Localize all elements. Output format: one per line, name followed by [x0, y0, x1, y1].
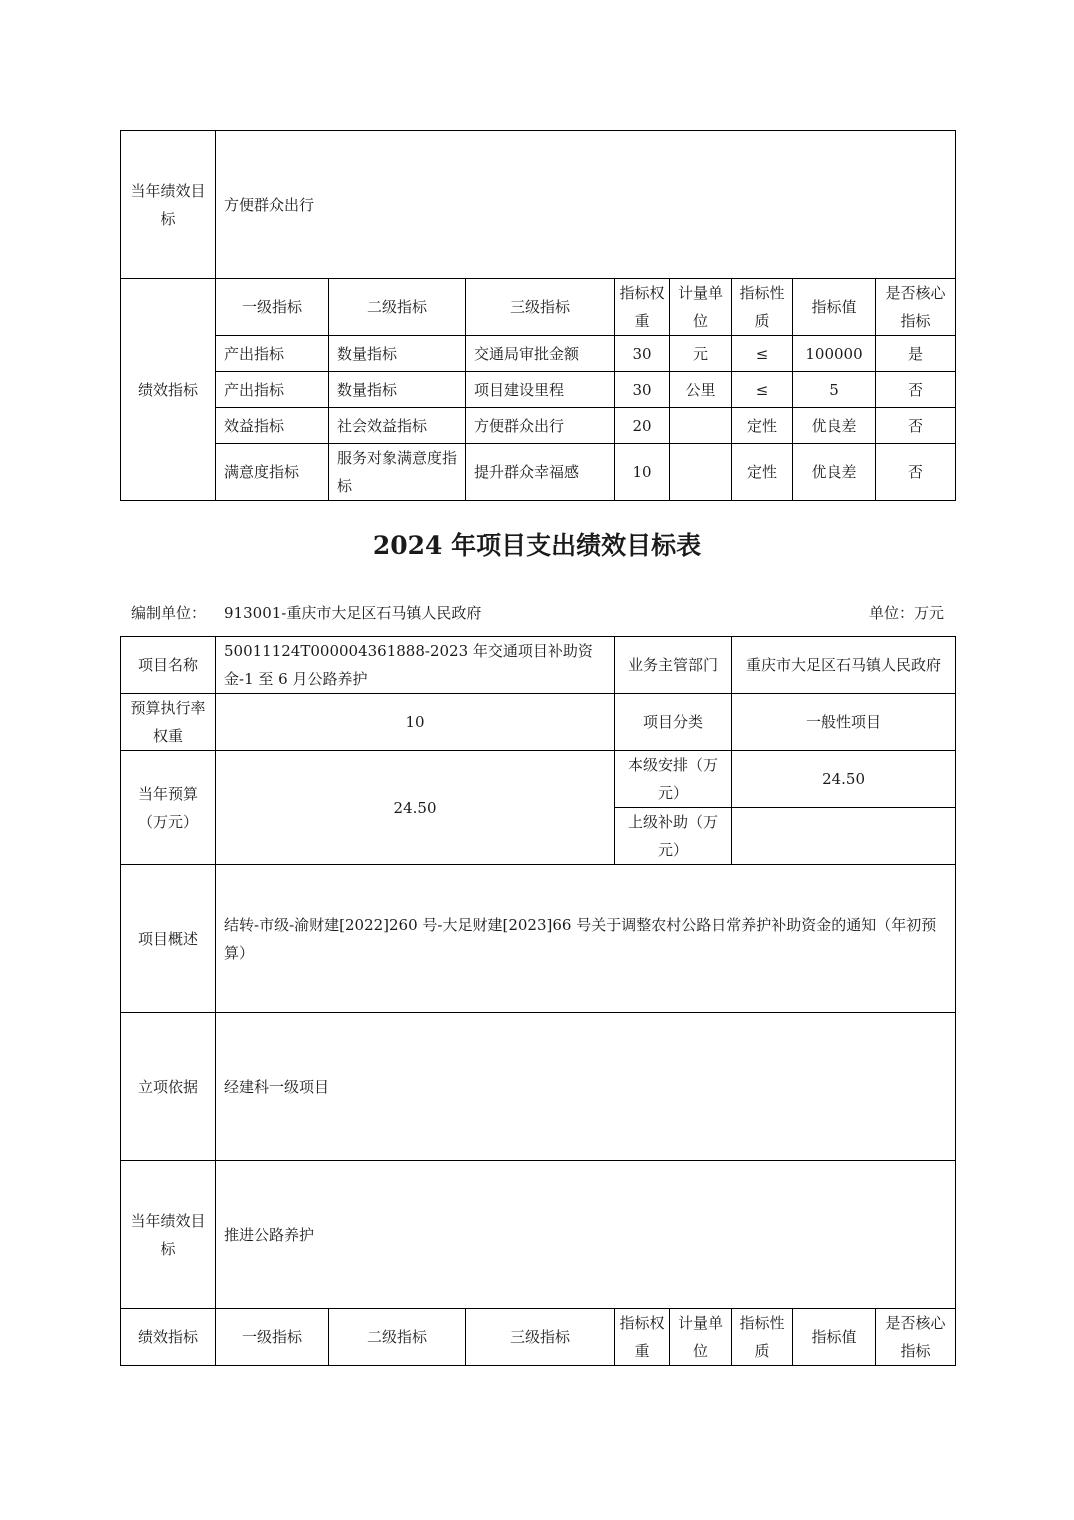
- cell-level1: 产出指标: [216, 336, 329, 372]
- cell-level1: 效益指标: [216, 408, 329, 444]
- indicator-label: 绩效指标: [121, 279, 216, 501]
- indicator-header-row: [121, 1309, 956, 1366]
- header-value: 指标值: [793, 1309, 876, 1366]
- cell-unit: 公里: [670, 372, 732, 408]
- project-name-value: 50011124T000004361888-2023 年交通项目补助资金-1 至 6 月公路养护: [216, 637, 615, 694]
- header-weight: 指标权重: [615, 1309, 670, 1366]
- header-weight: 指标权重: [615, 279, 670, 336]
- header-level2: 二级指标: [329, 1309, 466, 1366]
- header-nature: 指标性质: [732, 279, 793, 336]
- category-value: 一般性项目: [732, 694, 956, 751]
- header-nature: 指标性质: [732, 1309, 793, 1366]
- unit-label: 单位：万元: [868, 604, 944, 622]
- cell-core: 是: [876, 336, 956, 372]
- cell-nature: 定性: [732, 444, 793, 501]
- cell-nature: ≤: [732, 336, 793, 372]
- cell-level3: 项目建设里程: [466, 372, 615, 408]
- goal-text: 推进公路养护: [216, 1161, 956, 1309]
- cell-value: 5: [793, 372, 876, 408]
- cell-level2: 数量指标: [329, 372, 466, 408]
- header-core: 是否核心指标: [876, 1309, 956, 1366]
- cell-core: 否: [876, 408, 956, 444]
- cell-level3: 方便群众出行: [466, 408, 615, 444]
- cell-value: 优良差: [793, 408, 876, 444]
- header-level1: 一级指标: [216, 279, 329, 336]
- table-row: [121, 408, 956, 444]
- cell-value: 100000: [793, 336, 876, 372]
- category-label: 项目分类: [615, 694, 732, 751]
- cell-level2: 服务对象满意度指标: [329, 444, 466, 501]
- dept-value: 重庆市大足区石马镇人民政府: [732, 637, 956, 694]
- header-unit: 计量单位: [670, 279, 732, 336]
- basis-label: 立项依据: [121, 1013, 216, 1161]
- dept-label: 业务主管部门: [615, 637, 732, 694]
- cell-unit: 元: [670, 336, 732, 372]
- cell-nature: ≤: [732, 372, 793, 408]
- indicator-header-row: [121, 279, 956, 336]
- overview-label: 项目概述: [121, 865, 216, 1013]
- table-row: [121, 336, 956, 372]
- org-line: [131, 601, 481, 625]
- local-funding-value: 24.50: [732, 751, 956, 808]
- exec-weight-value: 10: [216, 694, 615, 751]
- cell-level3: 交通局审批金额: [466, 336, 615, 372]
- table-row: [121, 372, 956, 408]
- header-level3: 三级指标: [466, 279, 615, 336]
- cell-nature: 定性: [732, 408, 793, 444]
- goal-label: 当年绩效目标: [121, 131, 216, 279]
- header-level1: 一级指标: [216, 1309, 329, 1366]
- budget-value: 24.50: [216, 751, 615, 865]
- cell-value: 优良差: [793, 444, 876, 501]
- header-core: 是否核心指标: [876, 279, 956, 336]
- org-value: 913001-重庆市大足区石马镇人民政府: [224, 604, 482, 622]
- cell-unit: [670, 444, 732, 501]
- cell-unit: [670, 408, 732, 444]
- cell-weight: 20: [615, 408, 670, 444]
- upper-funding-label: 上级补助（万元）: [615, 808, 732, 865]
- indicator-label: 绩效指标: [121, 1309, 216, 1366]
- cell-core: 否: [876, 372, 956, 408]
- cell-level3: 提升群众幸福感: [466, 444, 615, 501]
- overview-text: 结转-市级-渝财建[2022]260 号-大足财建[2023]66 号关于调整农村公路日常养护补助资金的通知（年初预算）: [216, 865, 956, 1013]
- header-unit: 计量单位: [670, 1309, 732, 1366]
- performance-table-continued: [120, 130, 956, 501]
- goal-text: 方便群众出行: [216, 131, 956, 279]
- page-title: 2024 年项目支出绩效目标表: [372, 531, 702, 560]
- project-name-label: 项目名称: [121, 637, 216, 694]
- cell-core: 否: [876, 444, 956, 501]
- cell-level2: 数量指标: [329, 336, 466, 372]
- project-performance-table: [120, 636, 956, 1366]
- goal-label: 当年绩效目标: [121, 1161, 216, 1309]
- header-level2: 二级指标: [329, 279, 466, 336]
- table-row: [121, 444, 956, 501]
- header-value: 指标值: [793, 279, 876, 336]
- cell-level1: 满意度指标: [216, 444, 329, 501]
- header-level3: 三级指标: [466, 1309, 615, 1366]
- upper-funding-value: [732, 808, 956, 865]
- basis-text: 经建科一级项目: [216, 1013, 956, 1161]
- cell-level2: 社会效益指标: [329, 408, 466, 444]
- local-funding-label: 本级安排（万元）: [615, 751, 732, 808]
- org-label: 编制单位：: [131, 604, 207, 622]
- cell-level1: 产出指标: [216, 372, 329, 408]
- budget-label: 当年预算（万元）: [121, 751, 216, 865]
- cell-weight: 30: [615, 372, 670, 408]
- cell-weight: 10: [615, 444, 670, 501]
- cell-weight: 30: [615, 336, 670, 372]
- exec-weight-label: 预算执行率权重: [121, 694, 216, 751]
